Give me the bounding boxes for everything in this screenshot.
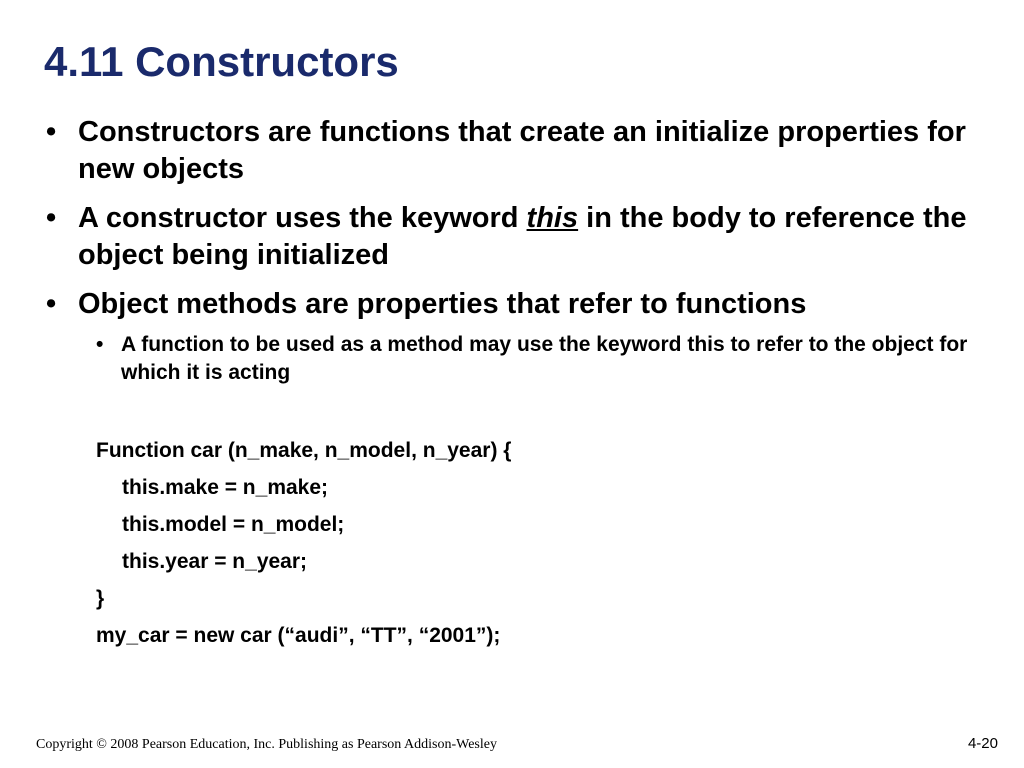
sub-bullet-glyph: • [96, 333, 104, 356]
code-example [96, 432, 511, 654]
this-keyword: this [526, 202, 579, 234]
code-line: } [96, 587, 105, 610]
bullet-glyph: • [46, 288, 57, 320]
slide-title: 4.11 Constructors [44, 38, 399, 85]
sub-bullet-method-this [96, 331, 991, 387]
code-line: this.year = n_year; [122, 550, 308, 573]
bullet-text: Object methods are properties that refer to functions [78, 288, 807, 320]
footer-page-number: 4-20 [967, 735, 998, 752]
bullet-object-methods [44, 286, 1004, 323]
bullet-text-before: A constructor uses the keyword [78, 202, 527, 234]
bullet-text-after: in the body to reference the object being initialized [78, 202, 967, 271]
bullet-this-keyword [44, 200, 1004, 274]
bullet-glyph: • [46, 116, 57, 148]
bullet-list [44, 114, 1004, 387]
sub-bullet-text: A function to be used as a method may use the keyword this to refer to the object for which it is acting [121, 333, 968, 384]
bullet-text: Constructors are functions that create an initialize properties for new objects [78, 116, 966, 185]
footer-copyright: Copyright © 2008 Pearson Education, Inc. Publishing as Pearson Addison-Wesley [36, 737, 497, 752]
bullet-glyph: • [46, 202, 57, 234]
code-line: this.model = n_model; [122, 513, 345, 536]
code-line: Function car (n_make, n_model, n_year) { [96, 439, 512, 462]
code-line: my_car = new car (“audi”, “TT”, “2001”); [96, 624, 501, 647]
code-line: this.make = n_make; [122, 476, 329, 499]
bullet-constructors-definition [44, 114, 1004, 188]
